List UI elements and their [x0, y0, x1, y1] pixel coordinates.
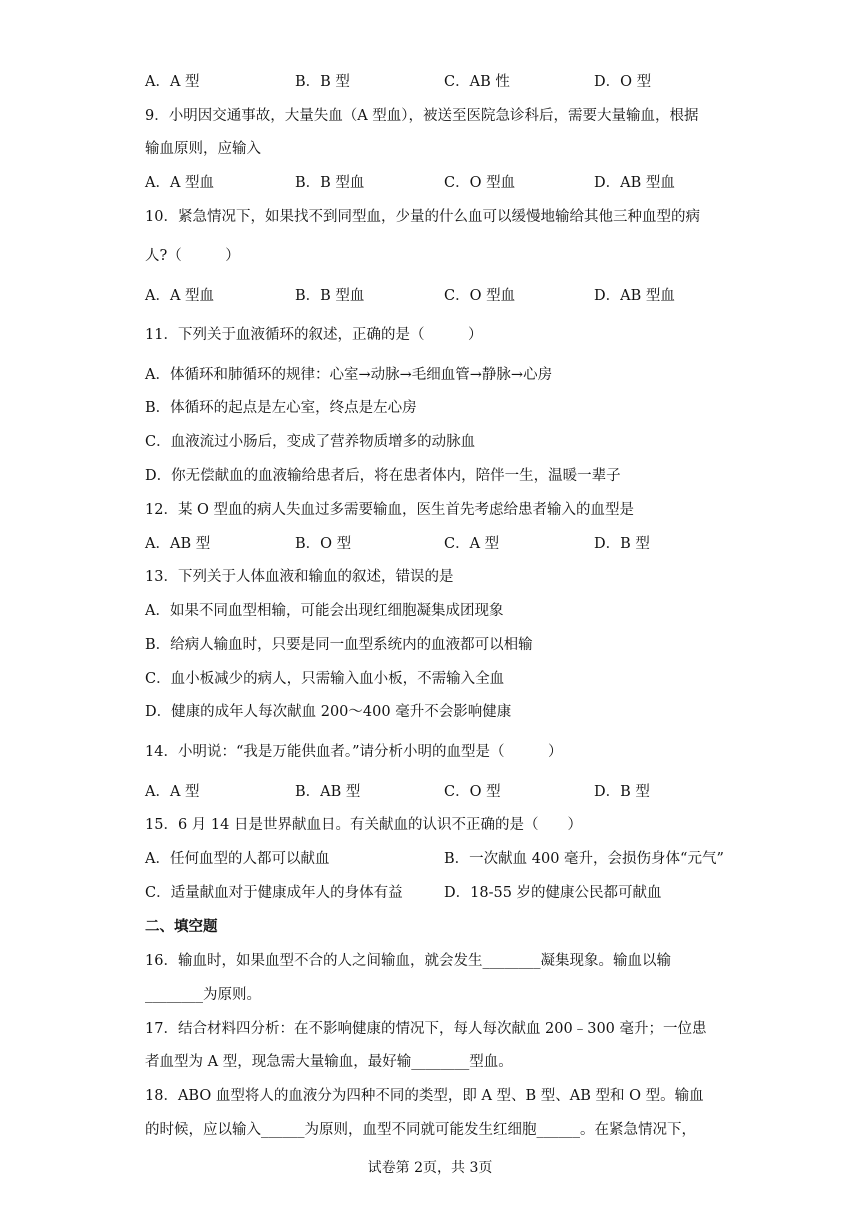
q17-stem-line1: 17．结合材料四分析：在不影响健康的情况下，每人每次献血 200﹣300 毫升；一位患 — [145, 1021, 707, 1037]
q10-option-c: C．O 型血 — [444, 288, 516, 304]
q8-option-a: A．A 型 — [145, 74, 200, 90]
q11-option-a: A．体循环和肺循环的规律：心室→动脉→毛细血管→静脉→心房 — [145, 367, 553, 383]
q8-option-b: B．B 型 — [295, 74, 350, 90]
q10-option-d: D．AB 型血 — [594, 288, 675, 304]
q14-option-c: C．O 型 — [444, 784, 501, 800]
q9-stem-line1: 9．小明因交通事故，大量失血（A 型血），被送至医院急诊科后，需要大量输血，根据 — [145, 108, 699, 124]
q10-option-b: B．B 型血 — [295, 288, 365, 304]
q11-option-b: B．体循环的起点是左心室，终点是左心房 — [145, 400, 417, 416]
q12-option-d: D．B 型 — [594, 536, 650, 552]
q9-option-d: D．AB 型血 — [594, 175, 675, 191]
q15-option-c: C．适量献血对于健康成年人的身体有益 — [145, 885, 403, 901]
q9-stem-line2: 输血原则，应输入 — [145, 141, 261, 157]
q14-option-a: A．A 型 — [145, 784, 200, 800]
q18-stem-line1: 18．ABO 血型将人的血液分为四种不同的类型，即 A 型、B 型、AB 型和 O 型。输血 — [145, 1088, 704, 1104]
section-title-fill-in: 二、填空题 — [145, 918, 218, 935]
q12-option-a: A．AB 型 — [145, 536, 211, 552]
q12-option-b: B．O 型 — [295, 536, 352, 552]
q11-stem: 11．下列关于血液循环的叙述，正确的是（ ） — [145, 327, 483, 343]
q11-option-d: D．你无偿献血的血液输给患者后，将在患者体内，陪伴一生，温暖一辈子 — [145, 468, 621, 484]
q15-stem: 15．6 月 14 日是世界献血日。有关献血的认识不正确的是（ ） — [145, 817, 582, 833]
q16-stem-line1: 16．输血时，如果血型不合的人之间输血，就会发生________凝集现象。输血以输 — [145, 953, 671, 969]
q12-option-c: C．A 型 — [444, 536, 500, 552]
q9-option-b: B．B 型血 — [295, 175, 365, 191]
q12-stem: 12．某 O 型血的病人失血过多需要输血，医生首先考虑给患者输入的血型是 — [145, 502, 635, 518]
q14-option-b: B．AB 型 — [295, 784, 361, 800]
q13-option-b: B．给病人输血时，只要是同一血型系统内的血液都可以相输 — [145, 637, 533, 653]
q10-stem-line2: 人?（ ） — [145, 248, 240, 264]
q10-stem-line1: 10．紧急情况下，如果找不到同型血，少量的什么血可以缓慢地输给其他三种血型的病 — [145, 209, 700, 225]
q15-option-a: A．任何血型的人都可以献血 — [145, 851, 330, 867]
q15-option-b: B．一次献血 400 毫升，会损伤身体“元气” — [444, 851, 724, 867]
q10-option-a: A．A 型血 — [145, 288, 215, 304]
q8-option-c: C．AB 性 — [444, 74, 510, 90]
q16-stem-line2: ________为原则。 — [145, 987, 261, 1003]
q18-stem-line2: 的时候，应以输入______为原则，血型不同就可能发生红细胞______。在紧急情况下， — [145, 1122, 696, 1138]
q13-option-c: C．血小板减少的病人，只需输入血小板，不需输入全血 — [145, 671, 505, 687]
q13-stem: 13．下列关于人体血液和输血的叙述，错误的是 — [145, 569, 454, 585]
q13-option-a: A．如果不同血型相输，可能会出现红细胞凝集成团现象 — [145, 603, 504, 619]
q17-stem-line2: 者血型为 A 型，现急需大量输血，最好输________型血。 — [145, 1054, 513, 1070]
q11-option-c: C．血液流过小肠后，变成了营养物质增多的动脉血 — [145, 434, 476, 450]
q15-option-d: D．18-55 岁的健康公民都可献血 — [444, 885, 662, 901]
q8-option-d: D．O 型 — [594, 74, 652, 90]
q9-option-c: C．O 型血 — [444, 175, 516, 191]
q9-option-a: A．A 型血 — [145, 175, 215, 191]
q13-option-d: D．健康的成年人每次献血 200～400 毫升不会影响健康 — [145, 704, 512, 720]
page-footer: 试卷第 2页，共 3页 — [367, 1160, 493, 1176]
q14-stem: 14．小明说：“我是万能供血者。”请分析小明的血型是（ ） — [145, 744, 563, 760]
q14-option-d: D．B 型 — [594, 784, 650, 800]
